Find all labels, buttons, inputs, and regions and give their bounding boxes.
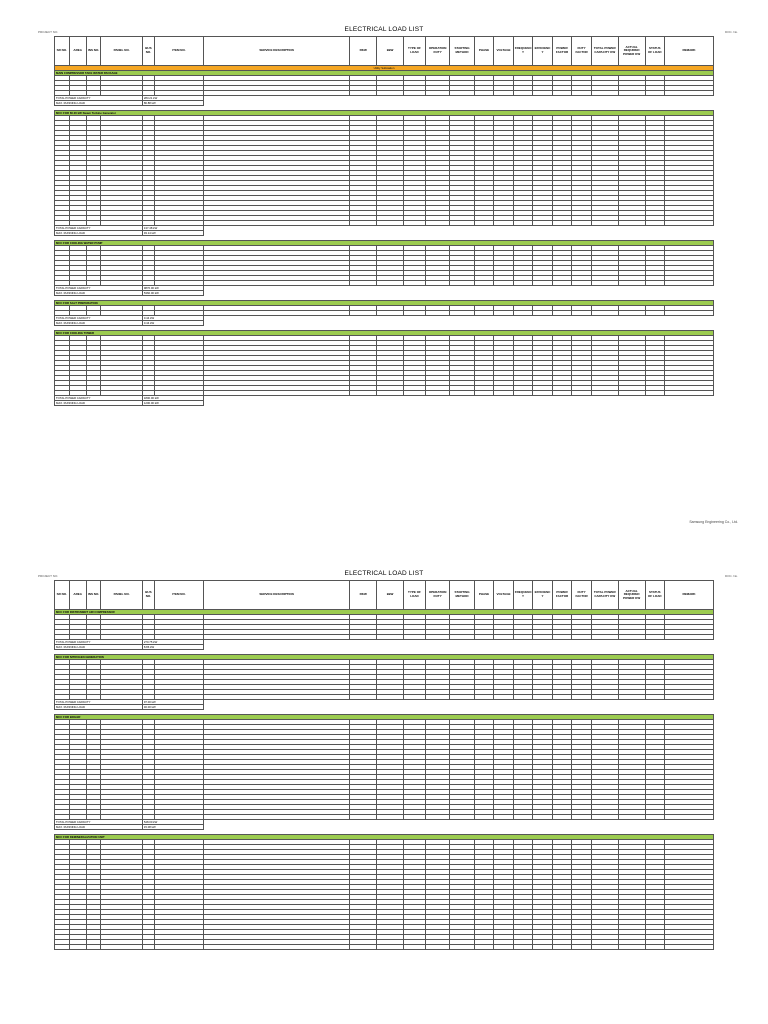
- table-cell: [494, 945, 514, 950]
- column-header: AREA: [69, 581, 86, 610]
- column-header: STATUS OF LOAD: [645, 581, 665, 610]
- column-header: DUTY FACTOR: [572, 37, 592, 66]
- total-value: 0.44 kW: [142, 321, 203, 326]
- column-header: RKW: [350, 581, 377, 610]
- total-value: 5360.00 kW: [142, 291, 203, 296]
- total-label: TOTAL POWER CAPACITY: [55, 226, 143, 231]
- table-cell: [665, 945, 714, 950]
- table-cell: [533, 945, 553, 950]
- table-cell: [86, 945, 101, 950]
- table-cell: [645, 945, 665, 950]
- total-label: TOTAL POWER CAPACITY: [55, 700, 143, 705]
- total-label: TOTAL POWER CAPACITY: [55, 820, 143, 825]
- table-cell: [377, 945, 404, 950]
- column-header: PANEL NO.: [101, 581, 142, 610]
- column-header: STATUS OF LOAD: [645, 37, 665, 66]
- column-header: BkW: [377, 37, 404, 66]
- table-cell: [403, 945, 425, 950]
- column-header: SR NO.: [55, 37, 70, 66]
- doc-no-label: DOC. No.: [724, 30, 738, 34]
- column-header: TOTAL POWER CAPACITY KW: [591, 581, 618, 610]
- column-header: ACTUAL REQUIRED POWER KW: [618, 581, 645, 610]
- table-cell: [474, 945, 494, 950]
- total-label: MAX. RUNNING LOAD: [55, 645, 143, 650]
- total-label: MAX. RUNNING LOAD: [55, 291, 143, 296]
- column-header: SERVICE DESCRIPTION: [203, 37, 349, 66]
- spacer-cell: [55, 406, 714, 411]
- column-header: VOLTAGE: [494, 37, 514, 66]
- column-header: BkW: [377, 581, 404, 610]
- column-header: EFFICIENC Y: [533, 581, 553, 610]
- column-header: RKW: [350, 37, 377, 66]
- column-header: POWER FACTOR: [552, 581, 572, 610]
- column-header: TYPE OF LOAD: [403, 37, 425, 66]
- total-value: 283.21 kW: [142, 96, 203, 101]
- section-title: MAIN COMPRESSOR TAKE WATER PACKAGE: [55, 71, 714, 76]
- total-value: 1200.00 kW: [142, 401, 203, 406]
- column-header: INS NO.: [86, 37, 101, 66]
- table-cell: [101, 945, 142, 950]
- table-cell: [142, 945, 154, 950]
- total-value: 46.00 kW: [142, 705, 203, 710]
- table-cell: [69, 945, 86, 950]
- section-title: MCC FOR 60.00 kW Steam Turbine Generator: [55, 111, 714, 116]
- total-label: TOTAL POWER CAPACITY: [55, 286, 143, 291]
- column-header: FREQUENC Y: [513, 581, 533, 610]
- table-cell: [350, 945, 377, 950]
- table-cell: [450, 945, 474, 950]
- column-header: REMARK: [665, 37, 714, 66]
- table-cell: [513, 945, 533, 950]
- total-label: MAX. RUNNING LOAD: [55, 101, 143, 106]
- column-header: STARTING METHOD: [450, 581, 474, 610]
- column-header: ITEM NO.: [155, 37, 204, 66]
- total-value: 93.14 kW: [142, 231, 203, 236]
- section-title: MCC FOR DEMINERALIZATION UNIT: [55, 835, 714, 840]
- column-header: PHASE: [474, 581, 494, 610]
- table-cell: [572, 945, 592, 950]
- document-title: ELECTRICAL LOAD LIST: [344, 26, 424, 33]
- column-header: BUS NO.: [142, 581, 154, 610]
- project-label: PROJECT NO.: [38, 574, 59, 578]
- column-header: OPERATION DUTY: [425, 37, 449, 66]
- table-cell: [203, 945, 349, 950]
- column-header: SERVICE DESCRIPTION: [203, 581, 349, 610]
- header-row: [55, 581, 714, 610]
- total-label: TOTAL POWER CAPACITY: [55, 396, 143, 401]
- column-header: STARTING METHOD: [450, 37, 474, 66]
- load-list-table: [54, 580, 714, 950]
- header-row: [55, 37, 714, 66]
- total-value: 0.44 kW: [142, 316, 203, 321]
- section-spacer: [55, 406, 714, 411]
- column-header: FREQUENC Y: [513, 37, 533, 66]
- total-value: 270.75 kW: [142, 640, 203, 645]
- table-cell: [552, 945, 572, 950]
- project-label: PROJECT NO.: [38, 30, 59, 34]
- column-header: TOTAL POWER CAPACITY KW: [591, 37, 618, 66]
- area-banner-label: Utility Substation: [55, 66, 714, 71]
- total-value: 1800.00 kW: [142, 396, 203, 401]
- total-label: MAX. RUNNING LOAD: [55, 705, 143, 710]
- table-cell: [155, 945, 204, 950]
- total-label: MAX. RUNNING LOAD: [55, 825, 143, 830]
- table-cell: [591, 945, 618, 950]
- total-label: TOTAL POWER CAPACITY: [55, 316, 143, 321]
- total-value: 86.88 kW: [142, 101, 203, 106]
- column-header: TYPE OF LOAD: [403, 581, 425, 610]
- column-header: PANEL NO.: [101, 37, 142, 66]
- column-header: OPERATION DUTY: [425, 581, 449, 610]
- load-list-table: [54, 36, 714, 410]
- table-cell: [55, 945, 70, 950]
- total-label: MAX. RUNNING LOAD: [55, 321, 143, 326]
- column-header: VOLTAGE: [494, 581, 514, 610]
- total-label: TOTAL POWER CAPACITY: [55, 96, 143, 101]
- doc-no-label: DOC. No.: [724, 574, 738, 578]
- section-title: MCC FOR SALT PREPARATION: [55, 301, 714, 306]
- section-title: MCC FOR INSTRUMENT AIR COMPRESSOR: [55, 610, 714, 615]
- column-header: INS NO.: [86, 581, 101, 610]
- total-value: 8.86 kW: [142, 645, 203, 650]
- total-value: 548.00 kW: [142, 820, 203, 825]
- company-footer: Samsung Engineering Co., Ltd.: [689, 520, 738, 524]
- table-cell: [425, 945, 449, 950]
- total-value: 9876.00 kW: [142, 286, 203, 291]
- column-header: ACTUAL REQUIRED POWER KW: [618, 37, 645, 66]
- column-header: BUS NO.: [142, 37, 154, 66]
- column-header: PHASE: [474, 37, 494, 66]
- table-row: [55, 945, 714, 950]
- total-value: 137.48 kW: [142, 226, 203, 231]
- section-title: MCC FOR COOLING TOWER: [55, 331, 714, 336]
- column-header: REMARK: [665, 581, 714, 610]
- total-value: 97.00 kW: [142, 700, 203, 705]
- column-header: AREA: [69, 37, 86, 66]
- column-header: POWER FACTOR: [552, 37, 572, 66]
- column-header: EFFICIENC Y: [533, 37, 553, 66]
- column-header: DUTY FACTOR: [572, 581, 592, 610]
- section-title: MCC FOR NITROGEN GENERATION: [55, 655, 714, 660]
- column-header: SR NO.: [55, 581, 70, 610]
- section-title: MCC FOR COOLING WATER PUMP: [55, 241, 714, 246]
- total-label: TOTAL POWER CAPACITY: [55, 640, 143, 645]
- total-label: MAX. RUNNING LOAD: [55, 401, 143, 406]
- table-cell: [618, 945, 645, 950]
- document-title: ELECTRICAL LOAD LIST: [344, 570, 424, 577]
- total-label: MAX. RUNNING LOAD: [55, 231, 143, 236]
- column-header: ITEM NO.: [155, 581, 204, 610]
- section-title: MCC FOR BOILER: [55, 715, 714, 720]
- total-value: 15.08 kW: [142, 825, 203, 830]
